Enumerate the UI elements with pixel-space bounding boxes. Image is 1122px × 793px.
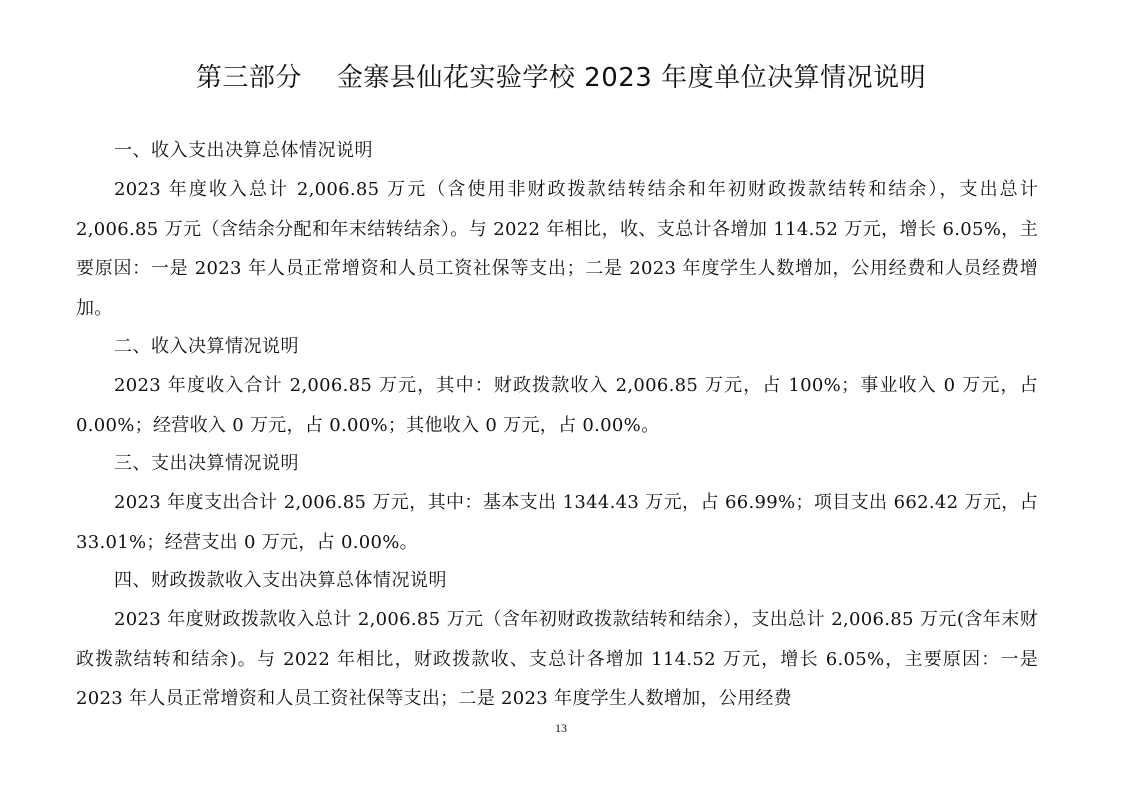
section-paragraph: 2023 年度收入总计 2,006.85 万元（含使用非财政拨款结转结余和年初财政拨款结转和结余），支出总计 2,006.85 万元（含结余分配和年末结转结余）。与 2022 年相比，收、支总计各增加 114.52 万元，增长 6.05%，主要原因：一是 2023 年人员正常增资和人员工资社保等支出；二是 2023 年度学生人数增加，公用经费和人员经费增加。 — [76, 179, 1038, 319]
section-paragraph: 2023 年度财政拨款收入总计 2,006.85 万元（含年初财政拨款结转和结余），支出总计 2,006.85 万元(含年末财政拨款结转和结余)。与 2022 年相比，财政拨款收、支总计各增加 114.52 万元，增长 6.05%，主要原因：一是 2023 年人员正常增资和人员工资社保等支出；二是 2023 年度学生人数增加，公用经费 — [76, 609, 1038, 709]
section-fiscal-appropriation — [76, 562, 1038, 719]
page-number: 13 — [555, 721, 567, 735]
section-heading: 一、收入支出决算总体情况说明 — [114, 140, 373, 161]
section-heading: 三、支出决算情况说明 — [114, 453, 299, 474]
document-body — [76, 132, 1038, 719]
section-heading: 四、财政拨款收入支出决算总体情况说明 — [114, 570, 447, 591]
page-title: 第三部分 金寨县仙花实验学校 2023 年度单位决算情况说明 — [195, 63, 927, 93]
section-income-expense-overview — [76, 132, 1038, 328]
section-paragraph: 2023 年度收入合计 2,006.85 万元，其中：财政拨款收入 2,006.85 万元，占 100%；事业收入 0 万元，占 0.00%；经营收入 0 万元，占 0.00%；其他收入 0 万元，占 0.00%。 — [76, 375, 1038, 436]
section-heading: 二、收入决算情况说明 — [114, 336, 299, 357]
section-paragraph: 2023 年度支出合计 2,006.85 万元，其中：基本支出 1344.43 万元，占 66.99%；项目支出 662.42 万元，占 33.01%；经营支出 0 万元，占 0.00%。 — [76, 492, 1038, 553]
section-income — [76, 328, 1038, 445]
section-expense — [76, 445, 1038, 562]
